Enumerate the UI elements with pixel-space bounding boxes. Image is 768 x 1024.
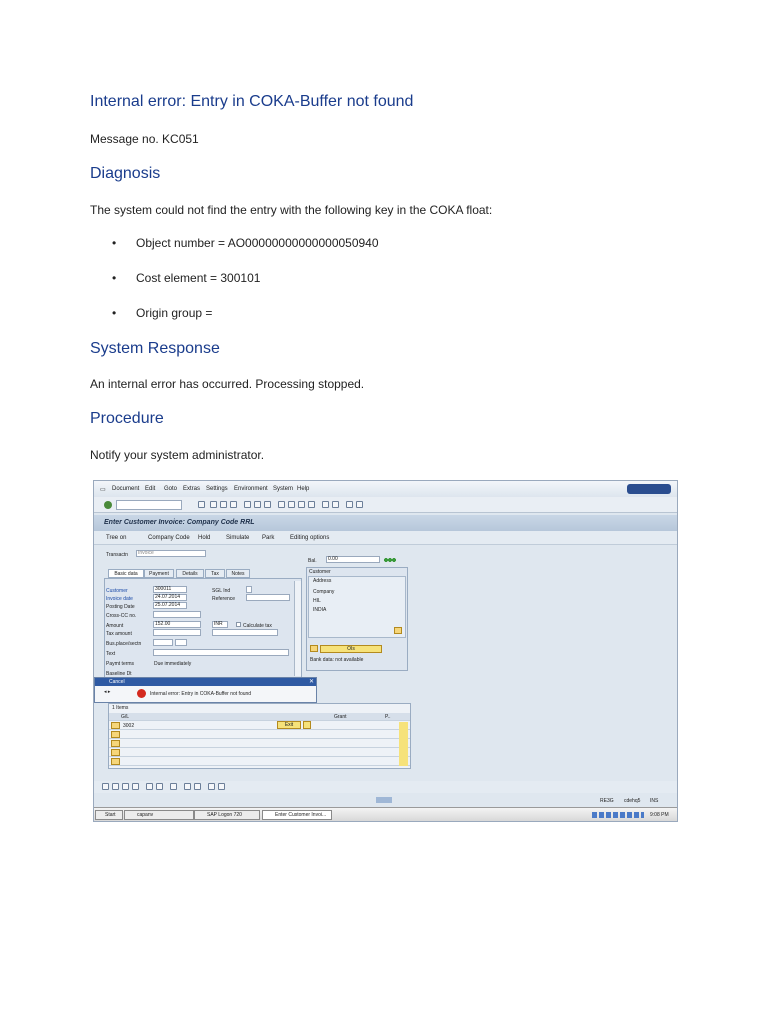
- scroll-up-icon[interactable]: [208, 783, 215, 790]
- first-page-icon[interactable]: [278, 501, 285, 508]
- bus-place-label: Bus.place/sectn: [106, 641, 142, 647]
- clock: 9:08 PM: [650, 812, 669, 818]
- scroll-down-icon[interactable]: [218, 783, 225, 790]
- screen-title-bar: [94, 515, 677, 531]
- diagnosis-heading: Diagnosis: [90, 165, 161, 182]
- balance-value: 0.00: [328, 556, 338, 562]
- tray-icons[interactable]: [592, 812, 644, 818]
- help-icon[interactable]: [346, 501, 353, 508]
- bullet-text: Cost element = 300101: [136, 271, 261, 285]
- back-icon[interactable]: [210, 501, 217, 508]
- amount-label: Amount: [106, 623, 124, 629]
- exit-label: Exit: [284, 722, 294, 728]
- sum-icon[interactable]: [194, 783, 201, 790]
- dialog-title-bar: [95, 678, 316, 686]
- posting-date-input[interactable]: [153, 602, 187, 609]
- page-title: Internal error: Entry in COKA-Buffer not found: [90, 93, 414, 110]
- grant-header: Grant: [334, 714, 347, 720]
- bullet-text: Object number = AO00000000000000050940: [136, 236, 379, 250]
- invoice-date-input[interactable]: [153, 594, 187, 601]
- text-input[interactable]: [153, 649, 289, 656]
- shortcut-icon[interactable]: [332, 501, 339, 508]
- menu-item-edit[interactable]: Edit: [145, 486, 156, 492]
- open-items-label: OIs: [347, 646, 355, 652]
- delete-row-icon[interactable]: [132, 783, 139, 790]
- deselect-icon[interactable]: [112, 783, 119, 790]
- sap-logo: [376, 797, 392, 803]
- row-select-icon[interactable]: [111, 731, 120, 738]
- bullet-icon: •: [112, 271, 117, 285]
- row-select-icon[interactable]: [111, 758, 120, 765]
- dialog-message: Internal error: Entry in COKA-Buffer not found: [150, 691, 252, 697]
- cancel-dialog: [94, 677, 317, 703]
- close-icon[interactable]: ✕: [308, 679, 314, 685]
- taskbar-item-label: Enter Customer Invoi...: [275, 812, 327, 818]
- editing-options-button[interactable]: Editing options: [290, 535, 330, 541]
- bullet-icon: •: [112, 236, 117, 250]
- amount-input[interactable]: [153, 621, 201, 628]
- table-row[interactable]: [109, 740, 410, 748]
- balance-field: [326, 556, 380, 563]
- taskbar: [94, 807, 677, 821]
- copy-icon[interactable]: [170, 783, 177, 790]
- status-mode: INS: [650, 798, 659, 804]
- grid-header: [109, 713, 410, 721]
- bank-data-text: Bank data: not available: [310, 657, 364, 663]
- system-response-heading: System Response: [90, 340, 220, 357]
- panel-scrollbar[interactable]: [294, 581, 301, 676]
- window-controls[interactable]: [627, 484, 671, 494]
- status-lights-icon: [384, 557, 396, 563]
- print-icon[interactable]: [244, 501, 251, 508]
- bullet-icon: •: [112, 306, 117, 320]
- simulate-button[interactable]: Simulate: [226, 535, 250, 541]
- status-server: RE3G: [600, 798, 614, 804]
- diagnosis-text: The system could not find the entry with the following key in the COKA float:: [90, 203, 493, 217]
- reference-label: Reference: [212, 596, 236, 602]
- filter-icon[interactable]: [156, 783, 163, 790]
- check-icon[interactable]: [111, 722, 120, 729]
- cross-cc-input[interactable]: [153, 611, 201, 618]
- procedure-heading: Procedure: [90, 410, 164, 427]
- currency-value: INR: [214, 621, 223, 627]
- menu-bar: [94, 481, 677, 497]
- section-input[interactable]: [175, 639, 187, 646]
- cancel-icon[interactable]: [230, 501, 237, 508]
- taskbar-item-sap-logon[interactable]: [194, 810, 260, 820]
- table-row[interactable]: [109, 731, 410, 739]
- menu-item-extras[interactable]: Extras: [183, 486, 201, 492]
- tax-code-select[interactable]: [212, 629, 278, 636]
- amount-value: 152.00: [155, 621, 171, 627]
- bullet-text: Origin group =: [136, 306, 213, 320]
- help-icon[interactable]: [303, 721, 311, 729]
- transactn-label: Transactn: [106, 552, 129, 558]
- address-label: Address: [313, 578, 332, 584]
- gl-account-value: 3002: [123, 723, 135, 729]
- menu-item-settings[interactable]: Settings: [206, 486, 228, 492]
- next-page-icon[interactable]: [298, 501, 305, 508]
- calculate-tax-label: Calculate tax: [243, 623, 272, 629]
- dialog-title: Cancel: [109, 679, 125, 685]
- sap-screenshot: [93, 480, 678, 822]
- new-session-icon[interactable]: [322, 501, 329, 508]
- application-toolbar: [94, 531, 677, 545]
- tab-details[interactable]: Details: [176, 569, 204, 578]
- customer-panel-title: Customer: [309, 569, 331, 575]
- bottom-toolbar: [94, 781, 677, 793]
- sap-menu-icon[interactable]: ▭: [100, 487, 106, 493]
- tab-notes[interactable]: Notes: [226, 569, 250, 578]
- exit-icon[interactable]: [220, 501, 227, 508]
- paymt-terms-label: Paymt terms: [106, 661, 135, 667]
- posting-date-label: Posting Date: [106, 604, 135, 610]
- start-button[interactable]: [95, 810, 123, 820]
- layout-icon[interactable]: [356, 501, 363, 508]
- customer-input[interactable]: [153, 586, 187, 593]
- table-row[interactable]: [109, 722, 410, 730]
- menu-item-system[interactable]: System: [273, 486, 294, 492]
- items-title: 1 Items: [112, 705, 129, 711]
- gl-header: G/L: [121, 714, 130, 720]
- tab-basic-data[interactable]: Basic data: [108, 569, 144, 578]
- last-page-icon[interactable]: [308, 501, 315, 508]
- transactn-value: Invoice: [138, 550, 154, 556]
- cross-cc-label: Cross-CC no.: [106, 613, 137, 619]
- insert-row-icon[interactable]: [122, 783, 129, 790]
- invoice-date-label: Invoice date: [106, 596, 133, 602]
- customer-label: Customer: [106, 588, 128, 594]
- company-label: Company: [313, 589, 335, 595]
- menu-item-environment[interactable]: Environment: [234, 486, 268, 492]
- posting-date-value: 25.07.2014: [155, 602, 181, 608]
- balance-label: Bal.: [308, 558, 317, 564]
- message-number: Message no. KC051: [90, 132, 199, 146]
- open-items-icon[interactable]: [310, 645, 318, 652]
- status-client: cdehq5: [624, 798, 641, 804]
- transactn-select[interactable]: [136, 550, 206, 557]
- tax-amount-label: Tax amount: [106, 631, 132, 637]
- exit-button[interactable]: [277, 721, 301, 729]
- procedure-text: Notify your system administrator.: [90, 448, 265, 462]
- sgl-ind-input[interactable]: [246, 586, 252, 593]
- taskbar-item-label: capanv: [137, 812, 154, 818]
- baseline-date-label: Baseline Dt: [106, 671, 132, 677]
- customer-value: 300011: [155, 586, 172, 592]
- park-button[interactable]: Park: [262, 535, 275, 541]
- calculate-tax-checkbox[interactable]: [236, 622, 241, 627]
- hold-button[interactable]: Hold: [198, 535, 211, 541]
- open-items-button[interactable]: [320, 645, 382, 653]
- find-icon[interactable]: [254, 501, 261, 508]
- nav-arrows-icon[interactable]: ◂ ▸: [104, 689, 111, 695]
- tab-tax[interactable]: Tax: [205, 569, 225, 578]
- find-next-icon[interactable]: [264, 501, 271, 508]
- tree-on-button[interactable]: Tree on: [106, 535, 127, 541]
- sort-icon[interactable]: [146, 783, 153, 790]
- command-field[interactable]: [116, 500, 182, 510]
- paste-icon[interactable]: [184, 783, 191, 790]
- items-grid: [108, 703, 411, 769]
- grid-scrollbar[interactable]: [399, 722, 408, 766]
- taskbar-item-enter-invoice[interactable]: [262, 810, 332, 820]
- taskbar-item-label: SAP Logon 720: [207, 812, 242, 818]
- taskbar-item-capanv[interactable]: [124, 810, 194, 820]
- text-label: Text: [106, 651, 116, 657]
- reference-input[interactable]: [246, 594, 290, 601]
- menu-item-help[interactable]: Help: [297, 486, 310, 492]
- tax-amount-input[interactable]: [153, 629, 201, 636]
- menu-item-goto[interactable]: Goto: [164, 486, 178, 492]
- invoice-date-value: 24.07.2014: [155, 594, 181, 600]
- currency-input[interactable]: [212, 621, 228, 628]
- error-icon: [137, 689, 146, 698]
- bus-place-input[interactable]: [153, 639, 173, 646]
- customer-country: INDIA: [313, 607, 327, 613]
- screen-title: Enter Customer Invoice: Company Code RRL: [104, 519, 255, 526]
- prev-page-icon[interactable]: [288, 501, 295, 508]
- menu-item-document[interactable]: Document: [112, 486, 140, 492]
- save-icon[interactable]: [198, 501, 205, 508]
- sgl-ind-label: SGL Ind: [212, 588, 231, 594]
- table-row[interactable]: [109, 749, 410, 757]
- paymt-terms-value: Due immediately: [154, 661, 192, 667]
- select-all-icon[interactable]: [102, 783, 109, 790]
- p-header: P..: [385, 714, 391, 720]
- start-label: Start: [105, 812, 116, 818]
- company-code-button[interactable]: Company Code: [148, 535, 190, 541]
- system-response-text: An internal error has occurred. Processing stopped.: [90, 377, 365, 391]
- customer-name: HIL: [313, 598, 321, 604]
- row-select-icon[interactable]: [111, 740, 120, 747]
- address-detail-icon[interactable]: [394, 627, 402, 634]
- table-row[interactable]: [109, 758, 410, 766]
- row-select-icon[interactable]: [111, 749, 120, 756]
- tab-payment[interactable]: Payment: [144, 569, 174, 578]
- enter-icon[interactable]: [104, 501, 112, 509]
